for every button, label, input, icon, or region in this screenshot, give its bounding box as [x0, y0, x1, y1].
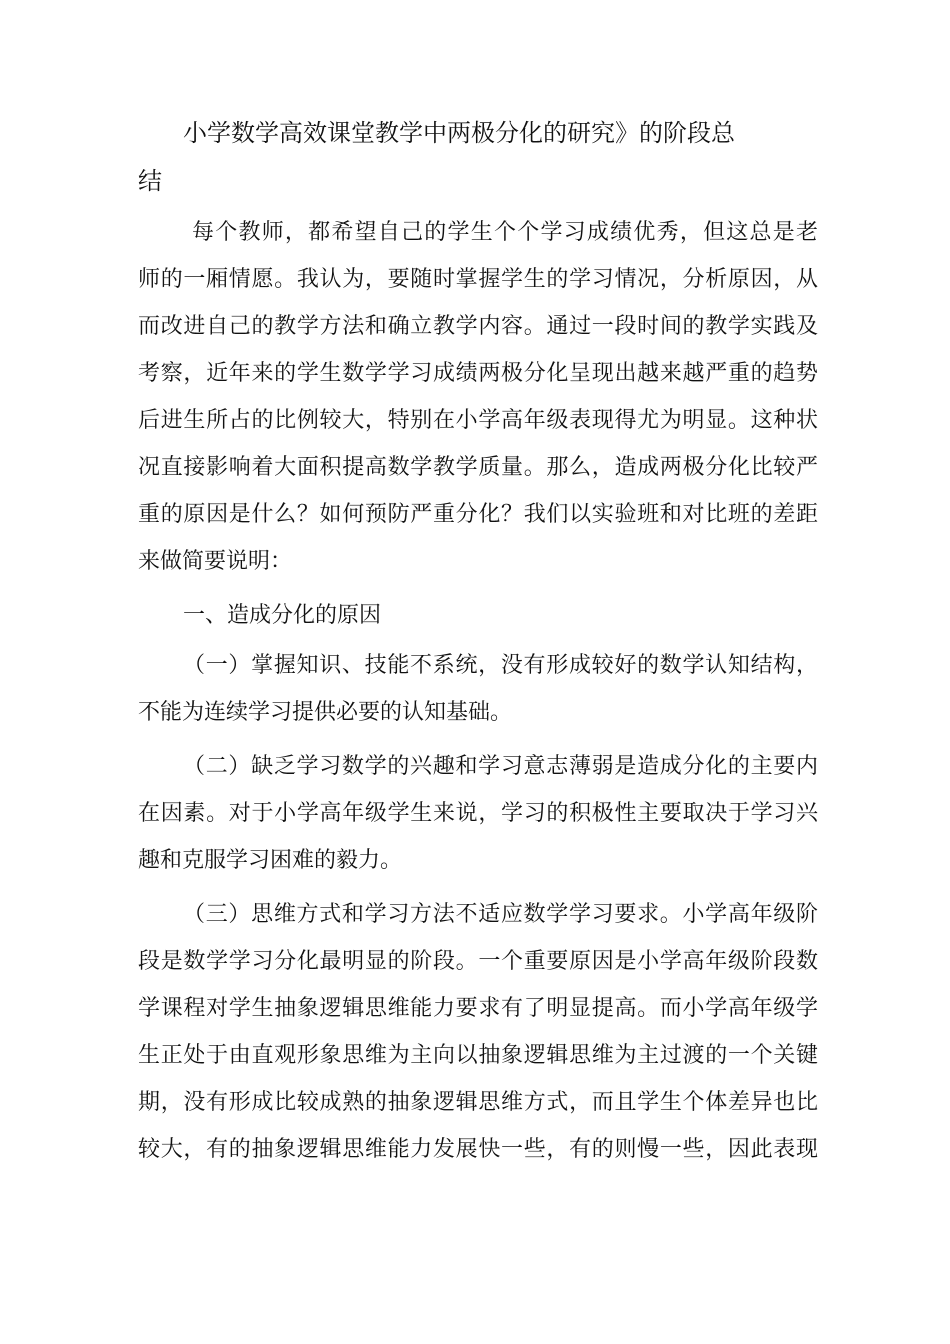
text-line: （一）掌握知识、技能不系统，没有形成较好的数学认知结构， — [183, 653, 818, 678]
text-line: 期，没有形成比较成熟的抽象逻辑思维方式，而且学生个体差异也比 — [138, 1090, 818, 1115]
text-line: 段是数学学习分化最明显的阶段。一个重要原因是小学高年级阶段数 — [138, 949, 818, 974]
text-line: 在因素。对于小学高年级学生来说，学习的积极性主要取决于学习兴 — [138, 801, 818, 826]
text-line: 学课程对学生抽象逻辑思维能力要求有了明显提高。而小学高年级学 — [138, 996, 818, 1021]
text-line: （二）缺乏学习数学的兴趣和学习意志薄弱是造成分化的主要内 — [183, 754, 818, 779]
text-line: （三）思维方式和学习方法不适应数学学习要求。小学高年级阶 — [183, 902, 818, 927]
document-title-line-1: 小学数学高效课堂教学中两极分化的研究》的阶段总 — [183, 119, 735, 147]
text-line: 趣和克服学习困难的毅力。 — [138, 848, 403, 873]
text-line: 较大，有的抽象逻辑思维能力发展快一些，有的则慢一些，因此表现 — [138, 1137, 818, 1162]
section-heading: 一、造成分化的原因 — [183, 603, 382, 628]
text-line: 后进生所占的比例较大，特别在小学高年级表现得尤为明显。这种状 — [138, 408, 818, 433]
text-line: 不能为连续学习提供必要的认知基础。 — [138, 700, 513, 725]
text-line: 师的一厢情愿。我认为，要随时掌握学生的学习情况，分析原因，从 — [138, 267, 818, 292]
text-line: 而改进自己的教学方法和确立教学内容。通过一段时间的教学实践及 — [138, 314, 818, 339]
text-line: 重的原因是什么？如何预防严重分化？我们以实验班和对比班的差距 — [138, 502, 818, 527]
text-line: 考察，近年来的学生数学学习成绩两极分化呈现出越来越严重的趋势 — [138, 361, 818, 386]
text-line: 来做简要说明： — [138, 549, 293, 574]
text-line: 每个教师，都希望自己的学生个个学习成绩优秀，但这总是老 — [192, 220, 818, 245]
text-line: 生正处于由直观形象思维为主向以抽象逻辑思维为主过渡的一个关键 — [138, 1043, 818, 1068]
text-line: 况直接影响着大面积提高数学教学质量。那么，造成两极分化比较严 — [138, 455, 818, 480]
document-title-line-2: 结 — [138, 167, 162, 195]
